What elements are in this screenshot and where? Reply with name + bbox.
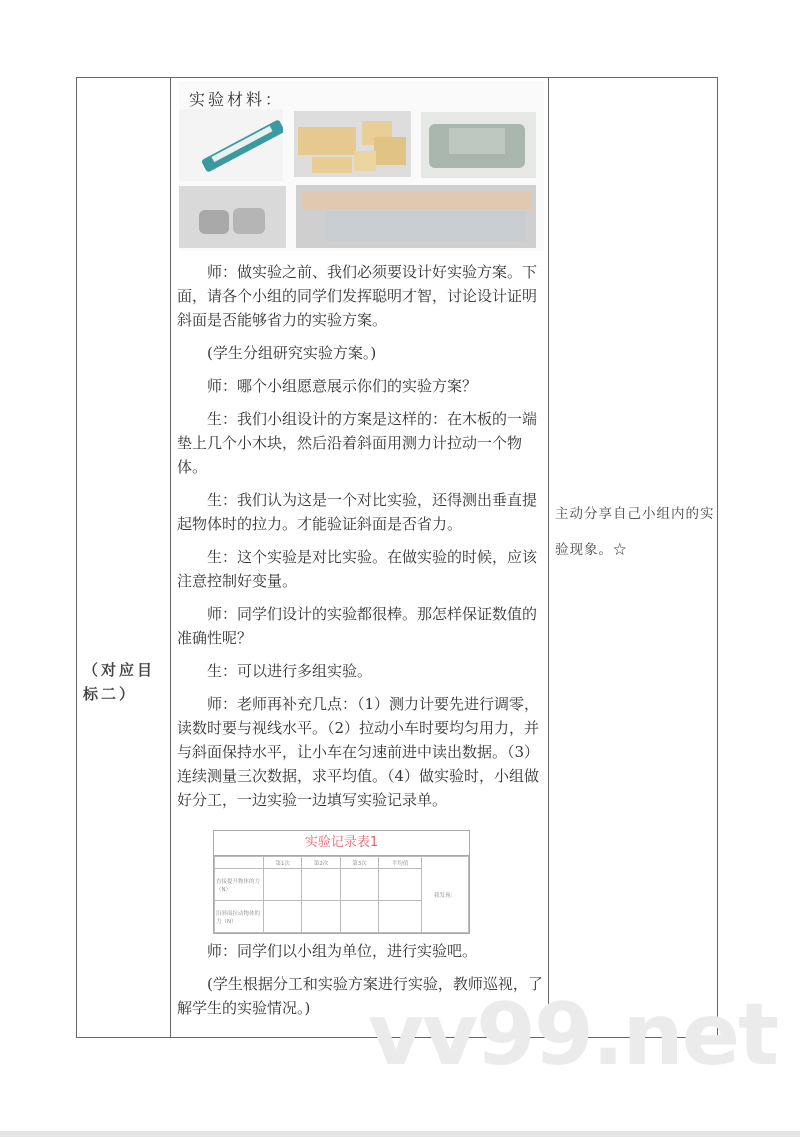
wood-blocks-image (294, 111, 411, 177)
toy-cart-image (421, 112, 536, 178)
paragraph: 生：我们小组设计的方案是这样的：在木板的一端垫上几个小木块，然后沿着斜面用测力计拉动一个物体。 (177, 410, 538, 476)
wooden-boards-image (296, 185, 536, 248)
paragraph: 师：同学们以小组为单位，进行实验吧。 (207, 942, 478, 960)
header-cell: 第3次 (340, 857, 378, 869)
header-cell: 第1次 (264, 857, 302, 869)
paragraph: 师：做实验之前、我们必须要设计好实验方案。下面，请各个小组的同学们发挥聪明才智，讨论设计证明斜面是否能够省力的实验方案。 (177, 263, 538, 329)
column-divider (548, 78, 549, 1037)
watermark: vv99.net (368, 985, 778, 1085)
record-table-title: 实验记录表1 (214, 831, 469, 856)
materials-title: 实验材料： (189, 90, 285, 109)
column-divider (170, 78, 171, 1037)
row-label: 沿斜面拉动物体的力（N） (215, 901, 264, 933)
paragraph: 生：可以进行多组实验。 (207, 662, 373, 680)
finding-cell: 我发现： (422, 857, 469, 933)
student-activity-note: 主动分享自己小组内的实验现象。☆ (555, 506, 715, 558)
record-table-image (213, 830, 470, 934)
paragraph: 师：哪个小组愿意展示你们的实验方案？ (207, 377, 478, 395)
page-footer-band (0, 1131, 800, 1137)
paragraph: 生：这个实验是对比实验。在做实验的时候，应该注意控制好变量。 (177, 548, 538, 590)
objective-label: （对应目标二） (83, 661, 156, 703)
materials-figure (179, 81, 544, 251)
header-cell (215, 857, 264, 869)
hook-weights-image (179, 186, 286, 248)
paragraph: (学生根据分工和实验方案进行实验，教师巡视，了解学生的实验情况。) (177, 975, 543, 1017)
header-cell: 第2次 (302, 857, 340, 869)
paragraph: 师：老师再补充几点：（1）测力计要先进行调零，读数时要与视线水平。（2）拉动小车时要均匀用力，并与斜面保持水平，让小车在匀速前进中读出数据。（3）连续测量三次数据，求平均值。（4）做实验时，小组做好分工，一边实验一边填写实验记录单。 (177, 695, 540, 809)
lesson-table (76, 77, 718, 1038)
header-cell: 平均值 (379, 857, 422, 869)
spring-scale-image (179, 109, 283, 181)
paragraph: (学生分组研究实验方案。) (207, 344, 377, 362)
paragraph: 生：我们认为这是一个对比实验，还得测出垂直提起物体时的拉力。才能验证斜面是否省力。 (177, 491, 538, 533)
paragraph: 师：同学们设计的实验都很棒。那怎样保证数值的准确性呢？ (177, 605, 538, 647)
row-label: 直接提升物体的力（N） (215, 869, 264, 901)
